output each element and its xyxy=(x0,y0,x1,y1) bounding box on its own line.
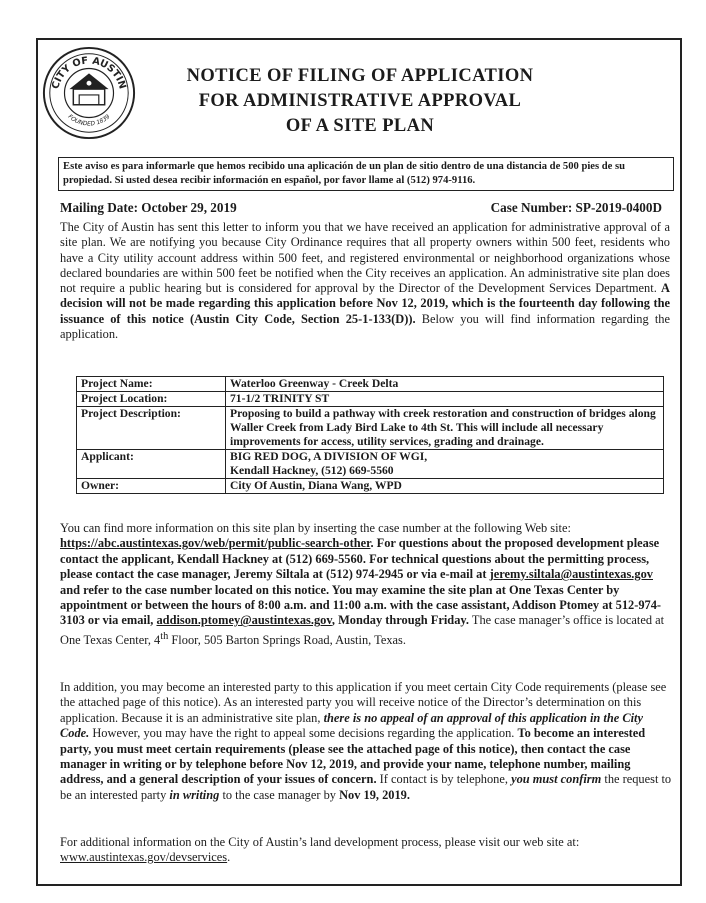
become-interested-text: To become an interested party, you must meet certain requirements (please see the attached page of this notice), then contact the case manager in writing or by telephone before Nov 12, 2019, and provide your name, telephone number, mailing address, and a general description of your issues of concern. xyxy=(60,726,646,787)
applicant-label: Applicant: xyxy=(77,450,226,479)
interested-party-paragraph xyxy=(60,680,672,803)
permit-search-link[interactable]: https://abc.austintexas.gov/web/permit/public-search-other xyxy=(60,536,371,551)
footer-period: . xyxy=(227,850,231,865)
more-info-text: You can find more information on this site plan by inserting the case number at the following Web site: xyxy=(60,521,571,535)
table-row xyxy=(77,392,664,407)
title-line-3: OF A SITE PLAN xyxy=(285,116,435,136)
project-name-label: Project Name: xyxy=(77,377,226,392)
request-text: the request to be an interested party xyxy=(60,772,672,802)
svg-text:FOUNDED 1839 xyxy=(67,114,112,128)
floor-suffix: th xyxy=(160,630,169,642)
project-info-table xyxy=(76,376,664,494)
intro-paragraph xyxy=(60,220,670,342)
appeal-right-text: However, you may have the right to appeal some decisions regarding the application. xyxy=(89,726,518,741)
must-confirm-text: you must confirm xyxy=(511,772,602,787)
owner-value: City Of Austin, Diana Wang, WPD xyxy=(226,479,664,494)
weekday-text: , Monday through Friday. xyxy=(331,613,470,628)
table-row xyxy=(77,377,664,392)
owner-label: Owner: xyxy=(77,479,226,494)
intro-text: The City of Austin has sent this letter to inform you that we have received an application for administrative approval of a site plan. We are notifying you because City Ordinance requires that all property owners within 500 feet, residents who have a City utility account address within 500 feet, and registered environmental or neighborhood organizations whose declared boundaries are within 500 feet be notified when the City receives an application. An administrative site plan does not require a public hearing but is considered for approval by the Director of the Development Services Department. xyxy=(60,220,670,296)
project-location-label: Project Location: xyxy=(77,392,226,407)
in-writing-text: in writing xyxy=(169,787,220,802)
case-number: Case Number: SP-2019-0400D xyxy=(490,200,662,215)
deadline-date: Nov 19, 2019. xyxy=(339,787,410,802)
footer-paragraph xyxy=(60,835,672,866)
table-row xyxy=(77,407,664,450)
interested-intro-text: In addition, you may become an interested party to this application if you meet certain City Code requirements (please see the attached page of this notice). As an interested party you will receive notice of the Director’s determination on this application. Because it is an administrative site plan, xyxy=(60,680,667,725)
notice-title xyxy=(150,64,570,139)
no-appeal-text: there is no appeal of an approval of this application in the City Code. xyxy=(60,710,643,741)
case-manager-email-link[interactable]: jeremy.siltala@austintexas.gov xyxy=(489,567,653,582)
spanish-notice-box: Este aviso es para informarle que hemos recibido una aplicación de un plan de sitio dentro de una distancia de 500 pies de su propiedad. Si usted desea recibir información en español, por favor llame al (512) 974-9116. xyxy=(58,157,674,191)
applicant-value xyxy=(226,450,664,479)
title-line-1: NOTICE OF FILING OF APPLICATION xyxy=(186,66,534,86)
applicant-company: BIG RED DOG, A DIVISION OF WGI, xyxy=(230,450,428,463)
table-row xyxy=(77,450,664,479)
city-of-austin-seal-icon xyxy=(40,44,138,142)
more-info-paragraph xyxy=(60,521,672,648)
contact-applicant-text: . For questions about the proposed development please contact the applicant, Kendall Hackney at (512) 669-5560. For technical questions about the permitting process, please contact the case manager, Jeremy Siltala at (512) 974-2945 or via e-mail at xyxy=(60,536,660,582)
office-address-text: Floor, 505 Barton Springs Road, Austin, Texas. xyxy=(168,632,406,647)
footer-text: For additional information on the City of Austin’s land development process, please visit our web site at: xyxy=(60,835,580,849)
intro-decision-text: A decision will not be made regarding this application before Nov 12, 2019, which is the fourteenth day following the issuance of this notice (Austin City Code, Section 25-1-133(D)). xyxy=(60,281,670,326)
project-description-value: Proposing to build a pathway with creek restoration and construction of bridges along Waller Creek from Lady Bird Lake to 4th St. This will include all necessary improvements for access, utility services, grading and drainage. xyxy=(226,407,664,450)
telephone-contact-text: If contact is by telephone, xyxy=(376,772,512,787)
project-location-value: 71-1/2 TRINITY ST xyxy=(226,392,664,407)
seal-top-text: CITY OF AUSTIN xyxy=(50,55,128,91)
deadline-prefix-text: to the case manager by xyxy=(219,787,340,802)
project-name-value: Waterloo Greenway - Creek Delta xyxy=(226,377,664,392)
examine-site-plan-text: and refer to the case number located on this notice. You may examine the site plan at One Texas Center by appointment or between the hours of 8:00 a.m. and 11:00 a.m. with the case assistant, Addison Ptomey at 512-974-3103 or via email, xyxy=(60,582,662,628)
mailing-date: Mailing Date: October 29, 2019 xyxy=(60,200,237,215)
project-description-label: Project Description: xyxy=(77,407,226,450)
table-row xyxy=(77,479,664,494)
case-assistant-email-link[interactable]: addison.ptomey@austintexas.gov xyxy=(156,613,332,628)
applicant-contact: Kendall Hackney, (512) 669-5560 xyxy=(230,464,394,477)
seal-bottom-text: FOUNDED 1839 xyxy=(66,114,112,128)
intro-tail-text: Below you will find information regarding the application. xyxy=(60,311,670,342)
office-location-text: The case manager’s office is located at One Texas Center, 4 xyxy=(60,613,665,647)
devservices-link[interactable]: www.austintexas.gov/devservices xyxy=(60,850,228,865)
title-line-2: FOR ADMINISTRATIVE APPROVAL xyxy=(198,91,522,111)
